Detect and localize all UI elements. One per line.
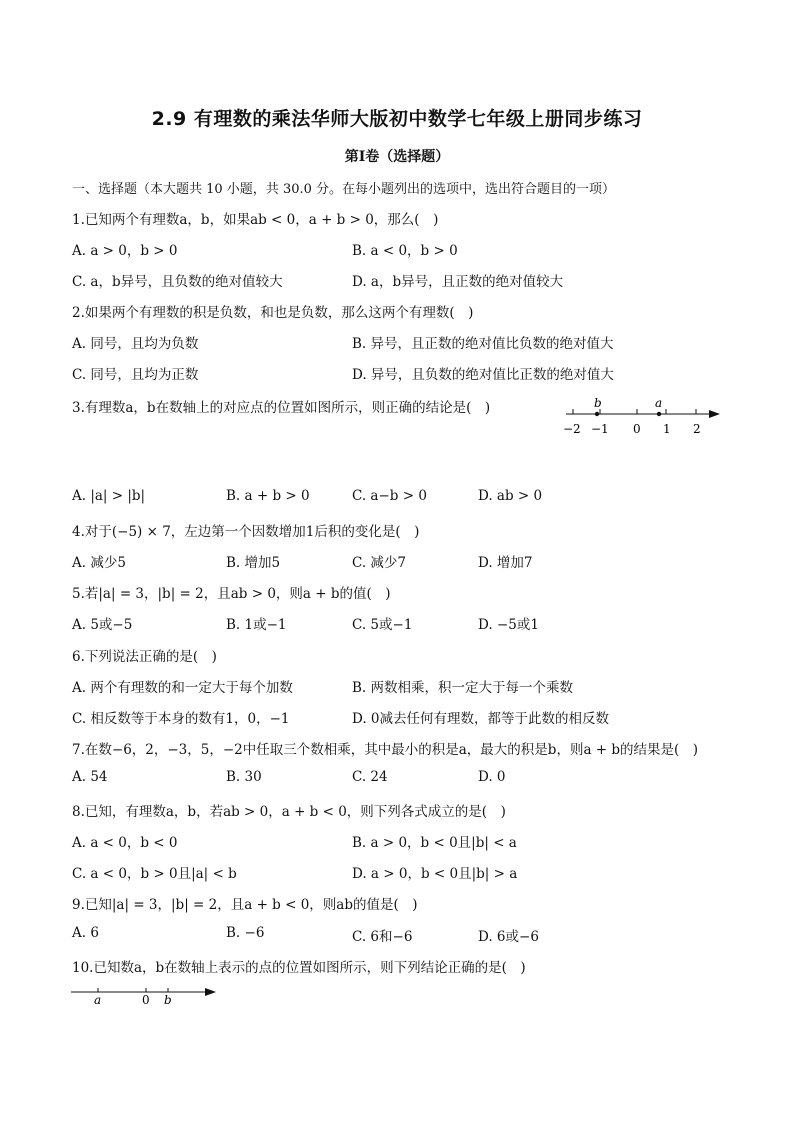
q5-option-a[interactable]: A. 5或−5 bbox=[72, 617, 133, 633]
q7-option-c[interactable]: C. 24 bbox=[352, 769, 388, 785]
q7-option-a[interactable]: A. 54 bbox=[72, 769, 108, 785]
q9-option-a[interactable]: A. 6 bbox=[72, 925, 99, 941]
origin-label-2: 0 bbox=[142, 993, 150, 1007]
page-title: 2.9 有理数的乘法华师大版初中数学七年级上册同步练习 bbox=[151, 108, 643, 130]
q3-option-a[interactable]: A. |a| > |b| bbox=[72, 488, 146, 504]
q5-option-c[interactable]: C. 5或−1 bbox=[352, 617, 413, 633]
tick-label-neg1: −1 bbox=[591, 422, 609, 436]
tick-label-2: 2 bbox=[693, 422, 701, 436]
q6-option-b[interactable]: B. 两数相乘，积一定大于每一个乘数 bbox=[352, 680, 574, 696]
q3-option-b[interactable]: B. a + b > 0 bbox=[226, 488, 310, 504]
question-5-stem: 5.若|a| = 3，|b| = 2，且ab > 0，则a + b的值( ) bbox=[72, 586, 391, 602]
page-subtitle: 第Ⅰ卷（选择题） bbox=[344, 149, 450, 165]
q4-option-c[interactable]: C. 减少7 bbox=[352, 555, 407, 571]
section-heading: 一、选择题（本大题共 10 小题，共 30.0 分。在每小题列出的选项中，选出符合题目的一项） bbox=[72, 182, 616, 197]
q8-option-c[interactable]: C. a < 0，b > 0且|a| < b bbox=[72, 866, 237, 882]
question-10-stem: 10.已知数a，b在数轴上表示的点的位置如图所示，则下列结论正确的是( ) bbox=[72, 960, 526, 976]
q3-option-d[interactable]: D. ab > 0 bbox=[478, 488, 543, 504]
number-line-1 bbox=[560, 392, 730, 442]
number-line-2 bbox=[68, 982, 228, 1008]
question-2-stem: 2.如果两个有理数的积是负数，和也是负数，那么这两个有理数( ) bbox=[72, 305, 474, 321]
q7-option-b[interactable]: B. 30 bbox=[226, 769, 262, 785]
q4-option-d[interactable]: D. 增加7 bbox=[478, 555, 533, 571]
q2-option-b[interactable]: B. 异号，且正数的绝对值比负数的绝对值大 bbox=[352, 336, 614, 352]
q4-option-a[interactable]: A. 减少5 bbox=[72, 555, 126, 571]
tick-label-0: 0 bbox=[633, 422, 641, 436]
q3-option-c[interactable]: C. a−b > 0 bbox=[352, 488, 427, 504]
q5-option-d[interactable]: D. −5或1 bbox=[478, 617, 539, 633]
q8-option-d[interactable]: D. a > 0，b < 0且|b| > a bbox=[352, 866, 518, 882]
q2-option-a[interactable]: A. 同号，且均为负数 bbox=[72, 336, 199, 352]
q1-option-b[interactable]: B. a < 0，b > 0 bbox=[352, 243, 458, 259]
q9-option-d[interactable]: D. 6或−6 bbox=[478, 929, 539, 945]
question-3-stem: 3.有理数a，b在数轴上的对应点的位置如图所示，则正确的结论是( ) bbox=[72, 400, 491, 416]
q6-option-a[interactable]: A. 两个有理数的和一定大于每个加数 bbox=[72, 680, 293, 696]
question-4-stem: 4.对于(−5) × 7，左边第一个因数增加1后积的变化是( ) bbox=[72, 524, 420, 540]
q9-option-c[interactable]: C. 6和−6 bbox=[352, 929, 413, 945]
q1-option-c[interactable]: C. a，b异号，且负数的绝对值较大 bbox=[72, 274, 283, 290]
q2-option-c[interactable]: C. 同号，且均为正数 bbox=[72, 367, 199, 383]
point-a-label-2: a bbox=[94, 993, 102, 1007]
point-a-label: a bbox=[655, 396, 663, 410]
q9-option-b[interactable]: B. −6 bbox=[226, 925, 265, 941]
question-9-stem: 9.已知|a| = 3，|b| = 2，且a + b < 0，则ab的值是( ) bbox=[72, 897, 418, 913]
q8-option-a[interactable]: A. a < 0，b < 0 bbox=[72, 835, 178, 851]
question-8-stem: 8.已知，有理数a，b，若ab > 0，a + b < 0，则下列各式成立的是( ) bbox=[72, 804, 506, 820]
tick-label-neg2: −2 bbox=[563, 422, 581, 436]
point-b-label-2: b bbox=[164, 993, 172, 1007]
q4-option-b[interactable]: B. 增加5 bbox=[226, 555, 281, 571]
q2-option-d[interactable]: D. 异号，且负数的绝对值比正数的绝对值大 bbox=[352, 367, 614, 383]
question-1-stem: 1.已知两个有理数a，b，如果ab < 0，a + b > 0，那么( ) bbox=[72, 212, 439, 228]
q5-option-b[interactable]: B. 1或−1 bbox=[226, 617, 287, 633]
point-b-dot bbox=[595, 412, 599, 416]
q6-option-c[interactable]: C. 相反数等于本身的数有1，0，−1 bbox=[72, 711, 290, 727]
q1-option-a[interactable]: A. a > 0，b > 0 bbox=[72, 243, 178, 259]
tick-label-1: 1 bbox=[663, 422, 671, 436]
q8-option-b[interactable]: B. a > 0，b < 0且|b| < a bbox=[352, 835, 517, 851]
q6-option-d[interactable]: D. 0减去任何有理数，都等于此数的相反数 bbox=[352, 711, 610, 727]
question-6-stem: 6.下列说法正确的是( ) bbox=[72, 649, 217, 665]
question-7-stem: 7.在数−6，2，−3，5，−2中任取三个数相乘，其中最小的积是a，最大的积是b，则a + b的结果是( ) bbox=[72, 742, 699, 758]
point-b-label: b bbox=[594, 396, 602, 410]
point-a-dot bbox=[657, 412, 661, 416]
q7-option-d[interactable]: D. 0 bbox=[478, 769, 506, 785]
q1-option-d[interactable]: D. a，b异号，且正数的绝对值较大 bbox=[352, 274, 564, 290]
